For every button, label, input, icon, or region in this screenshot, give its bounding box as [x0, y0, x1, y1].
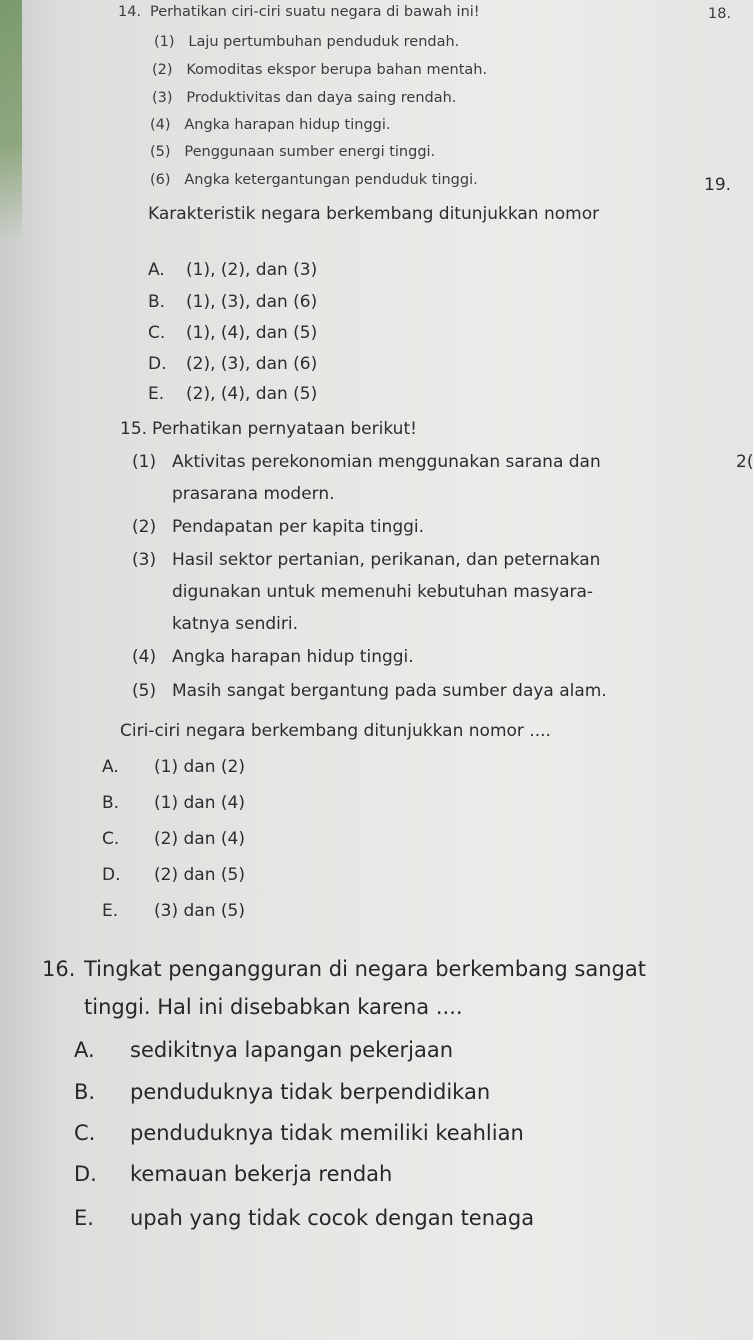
- statement-number: (2): [152, 62, 173, 78]
- q14-question: Karakteristik negara berkembang ditunjukkan nomor: [148, 204, 600, 224]
- q14-statement: [150, 144, 435, 160]
- option-text: upah yang tidak cocok dengan tenaga: [130, 1206, 535, 1230]
- q16-option[interactable]: [74, 1080, 490, 1104]
- q14-statement: [152, 90, 456, 106]
- q15-stem: Perhatikan pernyataan berikut!: [152, 419, 417, 439]
- statement-text: Penggunaan sumber energi tinggi.: [184, 144, 436, 160]
- q15-statement-line: Angka harapan hidup tinggi.: [172, 647, 414, 667]
- statement-number: (6): [150, 172, 171, 188]
- side-number-20: 2(: [736, 452, 753, 472]
- side-number-19: 19.: [704, 175, 732, 195]
- q15-statement-line: prasarana modern.: [172, 484, 335, 504]
- option-letter: B.: [102, 793, 120, 813]
- q15-option[interactable]: [102, 865, 245, 885]
- option-letter: D.: [148, 354, 167, 374]
- q15-statement-line: Aktivitas perekonomian menggunakan sarana dan: [172, 452, 601, 472]
- q16-option[interactable]: [74, 1121, 524, 1145]
- option-letter: A.: [74, 1038, 95, 1062]
- option-letter: C.: [74, 1121, 96, 1145]
- q16-number: 16.: [42, 957, 76, 981]
- option-letter: A.: [148, 260, 165, 280]
- statement-text: Produktivitas dan daya saing rendah.: [186, 90, 457, 106]
- statement-text: Laju pertumbuhan penduduk rendah.: [188, 34, 460, 50]
- q14-number: 14.: [118, 4, 142, 20]
- side-number-18: 18.: [708, 6, 732, 22]
- option-text: (2) dan (4): [154, 829, 245, 849]
- q14-statement: [150, 117, 391, 133]
- q15-statement-number: (2): [132, 517, 157, 537]
- statement-text: Angka harapan hidup tinggi.: [184, 117, 391, 133]
- q15-statement-line: Masih sangat bergantung pada sumber daya alam.: [172, 681, 607, 701]
- option-text: (1) dan (2): [154, 757, 245, 777]
- q15-statement-number: (5): [132, 681, 157, 701]
- option-text: kemauan bekerja rendah: [130, 1162, 393, 1186]
- q15-option[interactable]: [102, 793, 245, 813]
- option-text: (2), (4), dan (5): [186, 384, 318, 404]
- option-letter: E.: [148, 384, 165, 404]
- q15-statement-number: (3): [132, 550, 157, 570]
- q15-statement-line: digunakan untuk memenuhi kebutuhan masyara-: [172, 582, 594, 602]
- q15-option[interactable]: [102, 757, 245, 777]
- option-letter: D.: [74, 1162, 97, 1186]
- q15-statement-line: katnya sendiri.: [172, 614, 299, 634]
- option-text: sedikitnya lapangan pekerjaan: [130, 1038, 454, 1062]
- q14-statement: [150, 172, 478, 188]
- q16-stem-line: Tingkat pengangguran di negara berkembang sangat: [84, 957, 646, 981]
- statement-number: (3): [152, 90, 173, 106]
- option-text: (3) dan (5): [154, 901, 245, 921]
- option-text: (1), (2), dan (3): [186, 260, 318, 280]
- q16-option[interactable]: [74, 1206, 534, 1230]
- q15-option[interactable]: [102, 829, 245, 849]
- q15-statement-number: (1): [132, 452, 157, 472]
- q14-stem: Perhatikan ciri-ciri suatu negara di bawah ini!: [150, 4, 480, 20]
- q16-option[interactable]: [74, 1038, 453, 1062]
- option-letter: B.: [148, 292, 166, 312]
- q14-statement: [154, 34, 459, 50]
- q15-statement-line: Hasil sektor pertanian, perikanan, dan peternakan: [172, 550, 601, 570]
- option-letter: C.: [102, 829, 120, 849]
- option-letter: B.: [74, 1080, 96, 1104]
- q14-option[interactable]: [148, 354, 317, 374]
- q15-statement-number: (4): [132, 647, 157, 667]
- q16-stem-line: tinggi. Hal ini disebabkan karena ....: [84, 995, 463, 1019]
- q14-option[interactable]: [148, 260, 317, 280]
- option-letter: E.: [102, 901, 119, 921]
- option-letter: A.: [102, 757, 119, 777]
- q15-option[interactable]: [102, 901, 245, 921]
- q14-option[interactable]: [148, 323, 317, 343]
- q15-statement-line: Pendapatan per kapita tinggi.: [172, 517, 425, 537]
- statement-text: Komoditas ekspor berupa bahan mentah.: [186, 62, 488, 78]
- option-letter: E.: [74, 1206, 94, 1230]
- option-text: (1) dan (4): [154, 793, 245, 813]
- q14-option[interactable]: [148, 292, 317, 312]
- option-text: penduduknya tidak berpendidikan: [130, 1080, 491, 1104]
- q14-statement: [152, 62, 487, 78]
- option-text: penduduknya tidak memiliki keahlian: [130, 1121, 524, 1145]
- q16-option[interactable]: [74, 1162, 392, 1186]
- option-text: (2), (3), dan (6): [186, 354, 318, 374]
- option-letter: C.: [148, 323, 166, 343]
- statement-number: (1): [154, 34, 175, 50]
- statement-text: Angka ketergantungan penduduk tinggi.: [184, 172, 478, 188]
- q15-question: Ciri-ciri negara berkembang ditunjukkan nomor ....: [120, 721, 551, 741]
- option-text: (1), (3), dan (6): [186, 292, 318, 312]
- q15-number: 15.: [120, 419, 148, 439]
- statement-number: (4): [150, 117, 171, 133]
- q14-option[interactable]: [148, 384, 317, 404]
- option-text: (2) dan (5): [154, 865, 245, 885]
- option-text: (1), (4), dan (5): [186, 323, 318, 343]
- statement-number: (5): [150, 144, 171, 160]
- option-letter: D.: [102, 865, 121, 885]
- page-shadow-edge: [0, 0, 22, 240]
